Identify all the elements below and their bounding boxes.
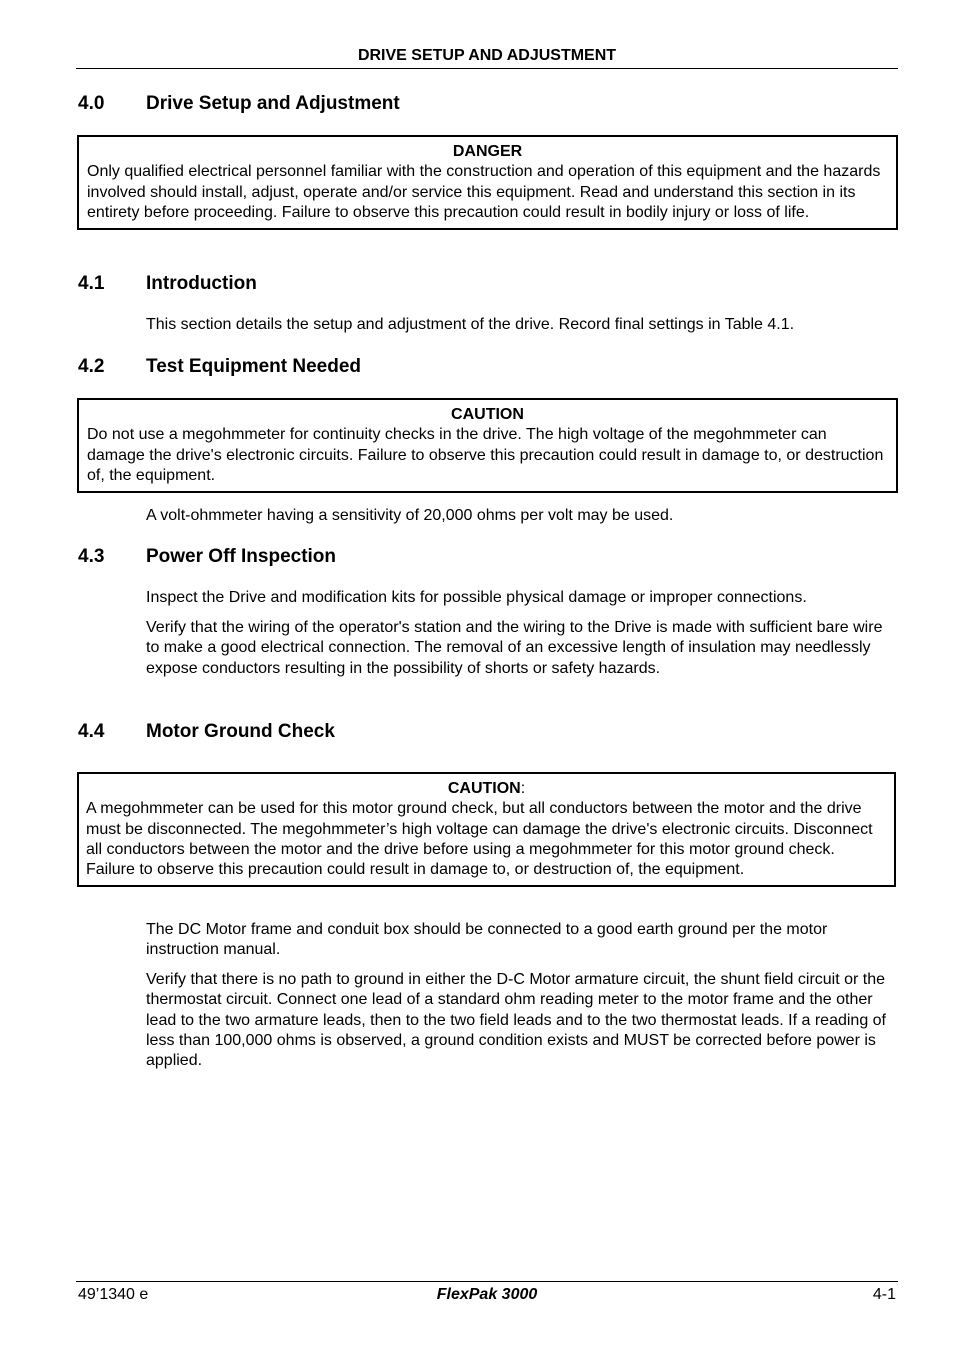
caution-notice-1	[77, 398, 898, 493]
footer-rule	[76, 1281, 898, 1282]
page-number: 4-1	[872, 1286, 896, 1303]
caution-notice-2	[77, 772, 896, 887]
ground-check-paragraph-1: The DC Motor frame and conduit box should be connected to a good earth ground per the motor instruction manual.	[146, 921, 828, 959]
heading-4-1	[78, 272, 257, 296]
section-number: 4.1	[78, 273, 105, 294]
danger-title: DANGER	[452, 143, 523, 160]
section-title: Introduction	[146, 273, 257, 294]
header-rule	[76, 68, 898, 69]
section-title: Drive Setup and Adjustment	[146, 93, 400, 114]
heading-4-4	[78, 720, 335, 744]
caution-title-suffix: :	[520, 780, 526, 797]
caution-text: Do not use a megohmmeter for continuity checks in the drive. The high voltage of the megohmmeter can damage the drive's electronic circuits. Failure to observe this precaution could result in damage to, or destruction of, the equipment.	[87, 426, 884, 484]
product-name: FlexPak 3000	[436, 1286, 538, 1303]
section-number: 4.2	[78, 356, 105, 377]
test-equipment-paragraph: A volt-ohmmeter having a sensitivity of 20,000 ohms per volt may be used.	[146, 507, 674, 524]
heading-4-0	[78, 92, 400, 116]
section-title: Motor Ground Check	[146, 721, 335, 742]
section-number: 4.0	[78, 93, 105, 114]
danger-notice	[77, 135, 898, 230]
caution-text: A megohmmeter can be used for this motor ground check, but all conductors between the motor and the drive must be disconnected. The megohmmeter’s high voltage can damage the drive's electronic circuits. Disconnect all conductors between the motor and the drive before using a megohmmeter for this motor ground check. Failure to observe this precaution could result in damage to, or destruction of, the equipment.	[86, 800, 873, 879]
section-title: Test Equipment Needed	[146, 356, 362, 377]
document-number: 49’1340 e	[78, 1286, 149, 1303]
caution-title: CAUTION	[447, 780, 521, 797]
section-number: 4.3	[78, 546, 105, 567]
section-title: Power Off Inspection	[146, 546, 337, 567]
heading-4-3	[78, 545, 336, 569]
heading-4-2	[78, 355, 361, 379]
intro-paragraph: This section details the setup and adjustment of the drive. Record final settings in Table 4.1.	[146, 316, 795, 333]
inspection-paragraph-2: Verify that the wiring of the operator's station and the wiring to the Drive is made with sufficient bare wire to make a good electrical connection. The removal of an excessive length of insulation may needlessly expose conductors resulting in the possibility of shorts or safety hazards.	[146, 619, 883, 677]
danger-text: Only qualified electrical personnel familiar with the construction and operation of this equipment and the hazards involved should install, adjust, operate and/or service this equipment. Read and understand this section in its entirety before proceeding. Failure to observe this precaution could result in bodily injury or loss of life.	[87, 163, 881, 221]
inspection-paragraph-1: Inspect the Drive and modification kits for possible physical damage or improper connections.	[146, 589, 807, 606]
section-number: 4.4	[78, 721, 105, 742]
caution-title: CAUTION	[451, 406, 524, 423]
ground-check-paragraph-2: Verify that there is no path to ground in either the D-C Motor armature circuit, the shunt field circuit or the thermostat circuit. Connect one lead of a standard ohm reading meter to the motor frame and the other lead to the two armature leads, then to the two field leads and to the two thermostat leads. If a reading of less than 100,000 ohms is observed, a ground condition exists and MUST be corrected before power is applied.	[146, 971, 886, 1070]
running-header: DRIVE SETUP AND ADJUSTMENT	[357, 47, 617, 64]
